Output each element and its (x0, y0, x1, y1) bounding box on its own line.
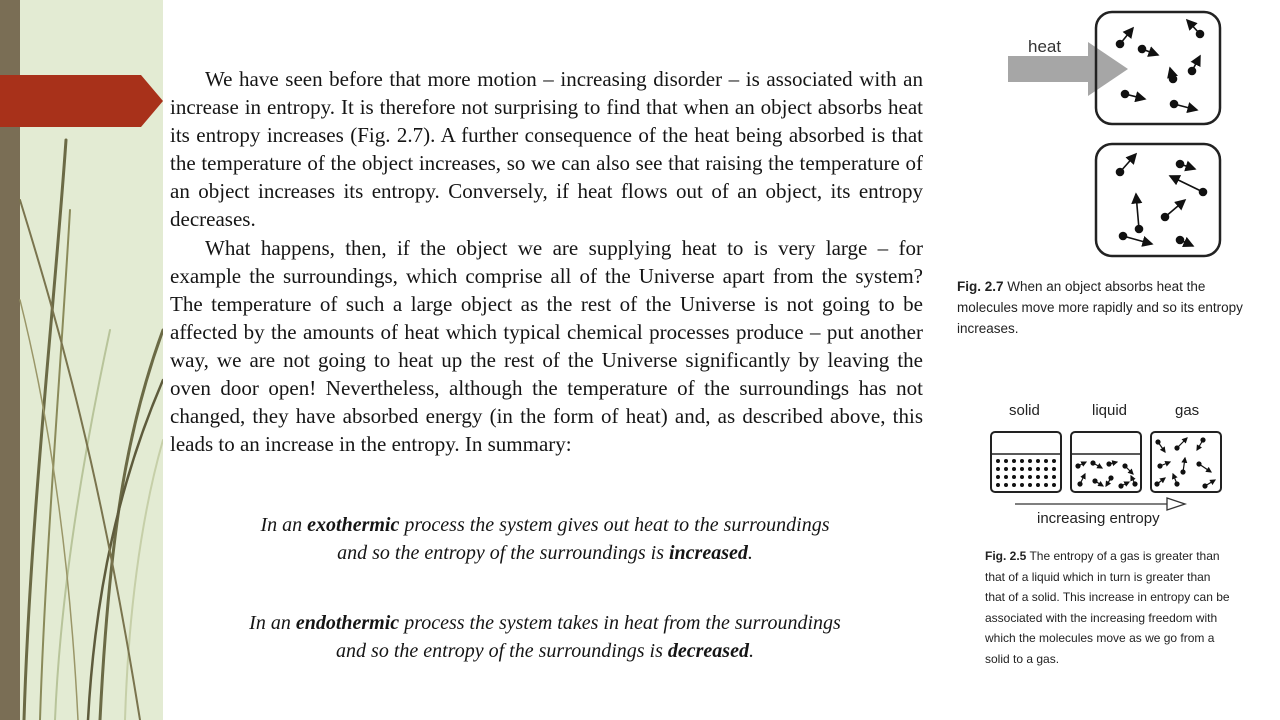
decorative-side-panel (0, 0, 163, 720)
label-liquid: liquid (1092, 402, 1128, 419)
solid-box (991, 432, 1061, 492)
cold-molecules (1117, 154, 1207, 246)
outcome-decreased: decreased (667, 640, 749, 662)
paragraph-2: What happens, then, if the object we are supplying heat to is very large – for example the surroundings, which comprise all of the Universe apart from the system? The temperature of such a large object as the rest of the Universe is not going to be affected by the amounts of heat which typical chemical processes produce – put another way, we are not going to heat up the rest of the Universe significantly by leaving the oven door open! Nevertheless, although the temperature of the surroundings has not changed, they have absorbed energy (in the form of heat) and, as described above, this leads to an increase in the entropy. In summary: (170, 235, 923, 457)
figure-2-5 (985, 426, 1225, 511)
fig25-caption-label: Fig. 2.5 (985, 549, 1027, 563)
entropy-axis-label: increasing entropy (1037, 510, 1160, 527)
liquid-particles (1076, 461, 1137, 488)
outcome-increased: increased (668, 542, 748, 564)
hot-molecules (1117, 20, 1204, 110)
label-gas: gas (1175, 402, 1200, 419)
heat-label: heat (1028, 37, 1062, 56)
fig27-caption-text: When an object absorbs heat the molecules move more rapidly and so its entropy increases. (957, 279, 1243, 336)
gas-particles (1155, 438, 1215, 488)
keyword-endothermic: endothermic (295, 612, 400, 634)
solid-particles (996, 459, 1056, 487)
keyword-exothermic: exothermic (307, 514, 400, 536)
fig25-caption (985, 546, 1230, 670)
summary-endothermic: In an endothermic process the system takes in heat from the surroundings and so the entropy of the surroundings is decreased. (249, 612, 841, 662)
heat-arrow (1008, 42, 1128, 96)
body-text (170, 65, 923, 458)
slide-title-tab (0, 75, 163, 127)
fig25-caption-text: The entropy of a gas is greater than that of a liquid which in turn is greater than that of a solid. This increase in entropy can be associated with the increasing freedom with which the molecules move as we go from a solid to a gas. (985, 549, 1230, 666)
fig27-caption (957, 276, 1267, 339)
label-solid: solid (1009, 402, 1040, 419)
paragraph-1: We have seen before that more motion – increasing disorder – is associated with an increase in entropy. It is therefore not surprising to find that when an object absorbs heat its entropy increases (Fig. 2.7). A further consequence of the heat being absorbed is that the temperature of the object increases, so we can also see that raising the temperature of an object increases its entropy. Conversely, if heat flows out of an object, its entropy decreases. (170, 67, 923, 232)
entropy-arrowhead (1167, 498, 1185, 510)
fig27-caption-label: Fig. 2.7 (957, 279, 1004, 294)
summary-exothermic: In an exothermic process the system gives out heat to the surroundings and so the entropy of the surroundings is increased. (260, 514, 830, 564)
cold-box (1096, 144, 1220, 256)
figure-2-7 (1000, 4, 1280, 266)
